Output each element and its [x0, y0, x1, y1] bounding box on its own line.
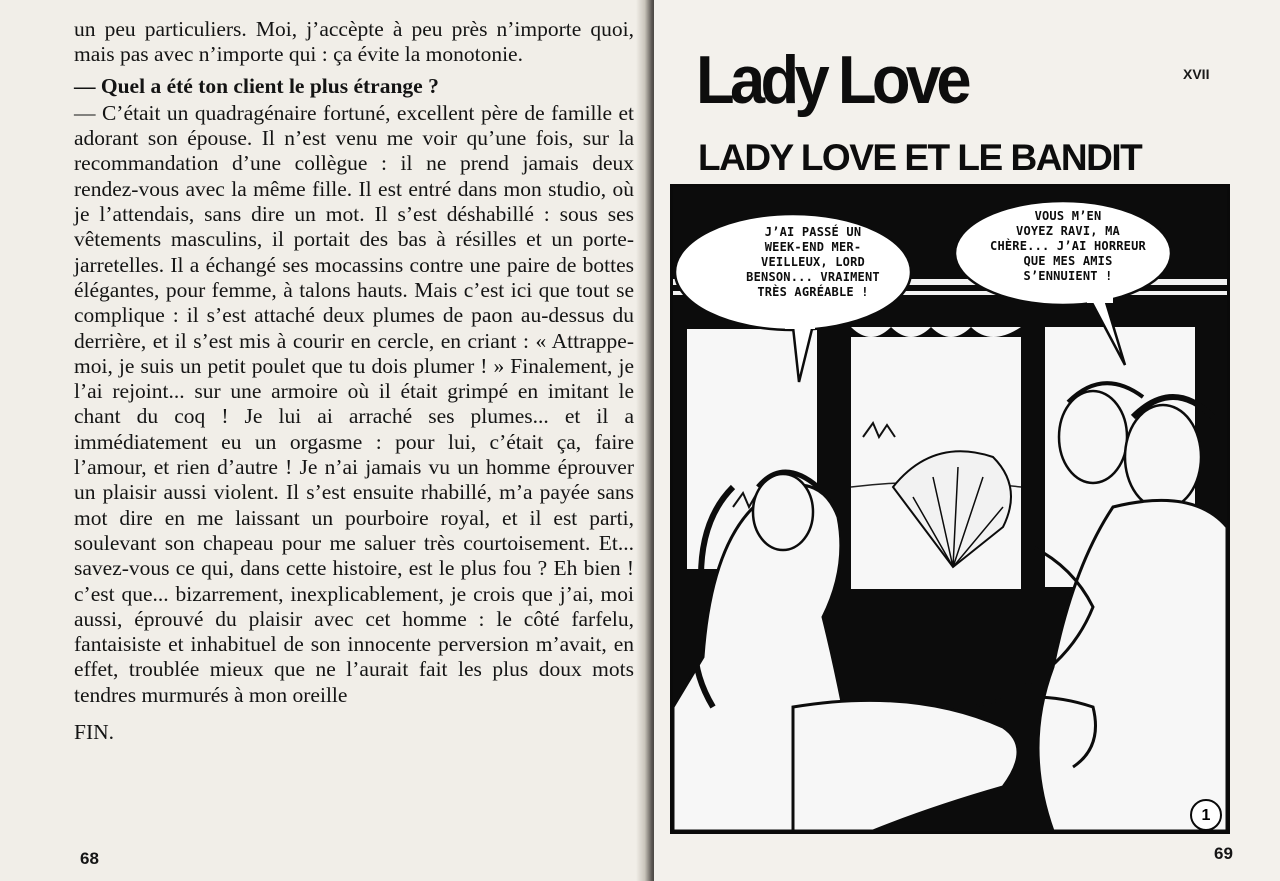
bubble-line: S’ENNUIENT !: [1023, 269, 1113, 283]
interview-question: — Quel a été ton client le plus étrange ?: [74, 73, 439, 98]
interview-answer: — C’était un quadragénaire fortuné, excellent père de famille et adorant son épouse. Il n’est venu me voir qu’une fois, sur la recommandation d’une collègue : il ne prend jamais deux rendez-vous avec la même fille. Il est entré dans mon studio, où je l’attendais, sans dire un mot. Il s’est déshabillé : sous ses vêtements masculins, il portait des bas à résilles et un porte-jarretelles. Il a échangé ses mocassins contre une paire de bottes élégantes, pour femme, à talons hauts. Mais c’est ici que tout se complique : il s’est attaché deux plumes de paon au-dessus du derrière, et il s’est mis à courir en cercle, en criant : « Attrappe-moi, je suis un petit poulet que tu dois plumer ! » Finalement, je l’ai rejoint... sur une armoire où il était grimpé en imitant le chant du coq ! Je lui ai arraché ses plumes... et il a immédiatement eu un orgasme : pour lui, c’était ça, faire l’amour, et rien d’autre ! Je n’ai jamais vu un homme éprouver un plaisir aussi violent. Il s’est ensuite rhabillé, m’a payée sans mot dire en me laissant un pourboire royal, et il est parti, soulevant son chapeau pour me saluer très courtoisement. Et... savez-vous ce qui, dans cette histoire, est le plus fou ? Eh bien ! c’est que... bizarrement, inexplicablement, je crois que j’ai, moi aussi, éprouvé du plaisir avec cet homme : le côté farfelu, fantaisiste et inhabituel de son innocente perversion m’avait, en effet, troublée mieux que ne l’aurait fait les plus doux mots tendres murmurés à mon oreille: [74, 100, 634, 707]
bubble-line: WEEK-END MER-: [764, 240, 862, 254]
bubble-line: VOYEZ RAVI, MA: [1016, 224, 1120, 238]
bubble-line: TRÈS AGRÉABLE !: [757, 285, 869, 299]
bubble-line: J’AI PASSÉ UN: [764, 225, 862, 239]
episode-number: XVII: [1183, 66, 1210, 82]
comic-panel: [670, 184, 1230, 834]
bubble-line: VOUS M’EN: [1034, 209, 1102, 223]
bubble-line: QUE MES AMIS: [1023, 254, 1113, 268]
page-number-left: 68: [80, 849, 99, 868]
page-number-right: 69: [1214, 844, 1233, 863]
panel-number-badge: 1: [1190, 799, 1222, 831]
bubble-line: BENSON... VRAIMENT: [746, 270, 880, 284]
paragraph-intro: un peu particuliers. Moi, j’accèpte à peu près n’importe quoi, mais pas avec n’importe qui : ça évite la monotonie.: [74, 17, 634, 67]
story-text: [74, 17, 634, 745]
brand-title: Lady Love: [696, 42, 967, 118]
fin-label: FIN.: [74, 720, 115, 745]
speech-bubble-lady-love: [713, 225, 913, 300]
bubble-line: VEILLEUX, LORD: [761, 255, 865, 269]
bubble-line: CHÈRE... J’AI HORREUR: [990, 239, 1146, 253]
speech-bubble-lord-benson: [973, 209, 1163, 284]
story-subtitle: LADY LOVE ET LE BANDIT: [698, 137, 1142, 178]
